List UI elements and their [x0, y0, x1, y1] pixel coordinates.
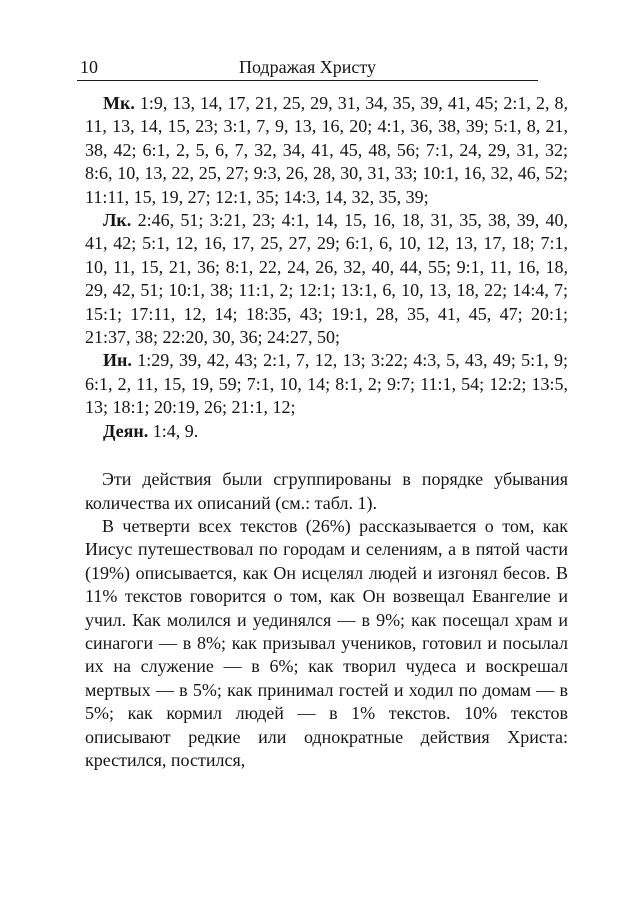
reference-list: 1:9, 13, 14, 17, 21, 25, 29, 31, 34, 35, 39, 41, 45; 2:1, 2, 8, 11, 13, 14, 15, 23; 3:1, 7, 9, 13, 16, 20; 4:1, 36, 38, 39; 5:1, 8, 21, 38, 42; 6:1, 2, 5, 6, 7, 32, 34, 41, 45, 48, 56; 7:1, 24, 29, 31, 32; 8:6, 10, 13, 22, 25, 27; 9:3, 26, 28, 30, 31, 33; 10:1, 16, 32, 46, 52; 11:11, 15, 19, 27; 12:1, 35; 14:3, 14, 32, 35, 39;: [85, 93, 568, 207]
book-label: Мк.: [103, 93, 135, 113]
reference-paragraph-john: [85, 349, 568, 419]
body-paragraphs: [85, 468, 568, 772]
reference-list: 1:4, 9.: [152, 420, 199, 441]
page-content: [85, 92, 568, 772]
page-header: [77, 57, 538, 81]
reference-paragraph-acts: [85, 420, 568, 443]
reference-paragraph-luke: [85, 209, 568, 349]
book-label: Деян.: [103, 420, 149, 441]
page-number: 10: [80, 57, 98, 77]
paragraph: Эти действия были сгруппированы в порядке убывания количества их описаний (см.: табл. 1).: [85, 469, 568, 513]
running-title: Подражая Христу: [238, 57, 377, 77]
book-label: Лк.: [103, 210, 132, 231]
reference-paragraph-mark: [85, 92, 568, 209]
paragraph: В четверти всех текстов (26%) рассказывается о том, как Иисус путешествовал по городам и селениям, а в пятой части (19%) описывается, как Он исцелял людей и изгонял бесов. В 11% текстов говорится о том, как Он возвещал Евангелие и учил. Как молился и уединялся — в 9%; как посещал храм и синагоги — в 8%; как призывал учеников, готовил и посылал их на служение — в 6%; как творил чудеса и воскрешал мертвых — в 5%; как принимал гостей и ходил по домам — в 5%; как кормил людей — в 1% текстов. 10% текстов описывают редкие или однократные действия Христа: крестился, постился,: [85, 515, 568, 770]
reference-list: 1:29, 39, 42, 43; 2:1, 7, 12, 13; 3:22; 4:3, 5, 43, 49; 5:1, 9; 6:1, 2, 11, 15, 19, 59; 7:1, 10, 14; 8:1, 2; 9:7; 11:1, 54; 12:2; 13:5, 13; 18:1; 20:19, 26; 21:1, 12;: [85, 350, 568, 418]
scripture-references: [85, 92, 568, 443]
reference-list: 2:46, 51; 3:21, 23; 4:1, 14, 15, 16, 18, 31, 35, 38, 39, 40, 41, 42; 5:1, 12, 16, 17, 25, 27, 29; 6:1, 6, 10, 12, 13, 17, 18; 7:1, 10, 11, 15, 21, 36; 8:1, 22, 24, 26, 32, 40, 44, 55; 9:1, 11, 16, 18, 29, 42, 51; 10:1, 38; 11:1, 2; 12:1; 13:1, 6, 10, 13, 18, 22; 14:4, 7; 15:1; 17:11, 12, 14; 18:35, 43; 19:1, 28, 35, 41, 45, 47; 20:1; 21:37, 38; 22:20, 30, 36; 24:27, 50;: [85, 210, 568, 348]
book-label: Ин.: [103, 350, 132, 371]
